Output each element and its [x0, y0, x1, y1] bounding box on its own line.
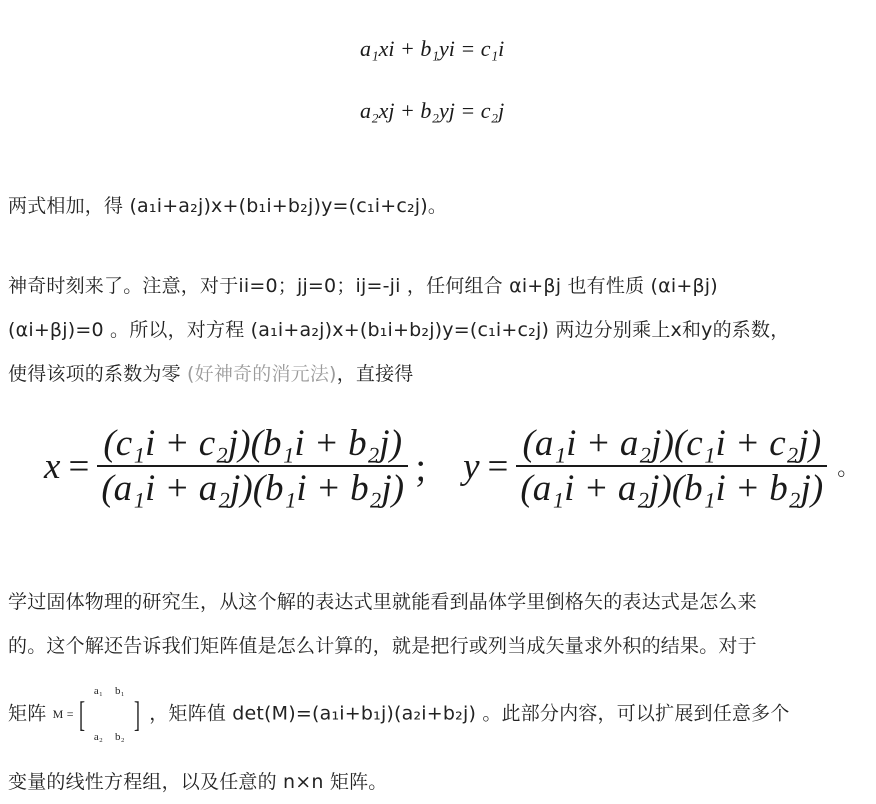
elimination-note: (好神奇的消元法)	[187, 363, 337, 385]
paragraph-magic-line-2: (αi+βj)=0 。所以，对方程 (a₁i+a₂j)x+(b₁i+b₂j)y=(c₁i+c₂j) 两边分别乘上x和y的系数，	[8, 319, 790, 341]
matrix-cell: b₁	[115, 685, 125, 697]
period: 。	[837, 454, 860, 480]
line3-text-a: 使得该项的系数为零	[8, 363, 188, 385]
paragraph-solid-state-line-2: 的。这个解还告诉我们矩阵值是怎么计算的，就是把行或列当成矢量求外积的结果。对于	[8, 635, 757, 657]
matrix-label: M =	[52, 707, 74, 721]
paragraph-magic	[8, 264, 870, 396]
paragraph-magic-line-1: 神奇时刻来了。注意，对于ii=0；jj=0；ij=-ji ，任何组合 αi+βj 也有性质 (αi+βj)	[8, 275, 718, 297]
x-denominator: (a₁i + a₂j)(b₁i + b₂j)	[101, 468, 405, 509]
x-variable: x	[44, 445, 61, 487]
equation-1: a₁xi + b₁yi = c₁i	[360, 36, 505, 61]
paragraph-solid-state-line-4: 变量的线性方程组，以及任意的 n×n 矩阵。	[8, 771, 388, 793]
equation-2: a₂xj + b₂yj = c₂j	[360, 98, 505, 123]
line3-prefix: 矩阵	[8, 702, 53, 725]
paragraph-magic-line-3	[8, 352, 870, 396]
paragraph-solid-state-line-1: 学过固体物理的研究生，从这个解的表达式里就能看到晶体学里倒格矢的表达式是怎么来	[8, 591, 757, 613]
matrix-cell: b₂	[115, 731, 125, 743]
paragraph-solid-state-line-3	[8, 668, 870, 760]
solution-equation: x = $\frac{\text{(c₁i + c₂j)(b₁i + b₂j)}}{\text{(a₁i + a₂j)(b₁i + b₂j)}}$ ； y = $\frac{\text{(a₁i + a₂j)(c₁i + c₂j)}}{\text{(a₁i + a₂j)(b₁i + b₂j)}}$ 。	[44, 423, 860, 509]
x-fraction	[97, 422, 408, 510]
y-fraction	[516, 422, 827, 510]
paragraph-sum	[8, 184, 870, 228]
x-numerator: (c₁i + c₂j)(b₁i + b₂j)	[103, 423, 403, 464]
line3-text-b: ，直接得	[336, 363, 414, 385]
line3-suffix: ，矩阵值 det(M)=(a₁i+b₁j)(a₂i+b₂j) 。此部分内容，可以扩展到任意多个	[149, 702, 790, 725]
matrix-m: M = [ a₁ b₁ a₂ b₂ ]	[53, 668, 143, 760]
matrix-cell: a₁	[93, 685, 104, 697]
y-numerator: (a₁i + a₂j)(c₁i + c₂j)	[522, 423, 822, 464]
paragraph-solid-state	[8, 580, 870, 804]
separator: ；	[412, 450, 450, 491]
y-denominator: (a₁i + a₂j)(b₁i + b₂j)	[520, 468, 824, 509]
paragraph-sum-text: 两式相加，得 (a₁i+a₂j)x+(b₁i+b₂j)y=(c₁i+c₂j)。	[8, 195, 448, 217]
matrix-cell: a₂	[93, 731, 104, 743]
y-variable: y	[463, 445, 480, 487]
